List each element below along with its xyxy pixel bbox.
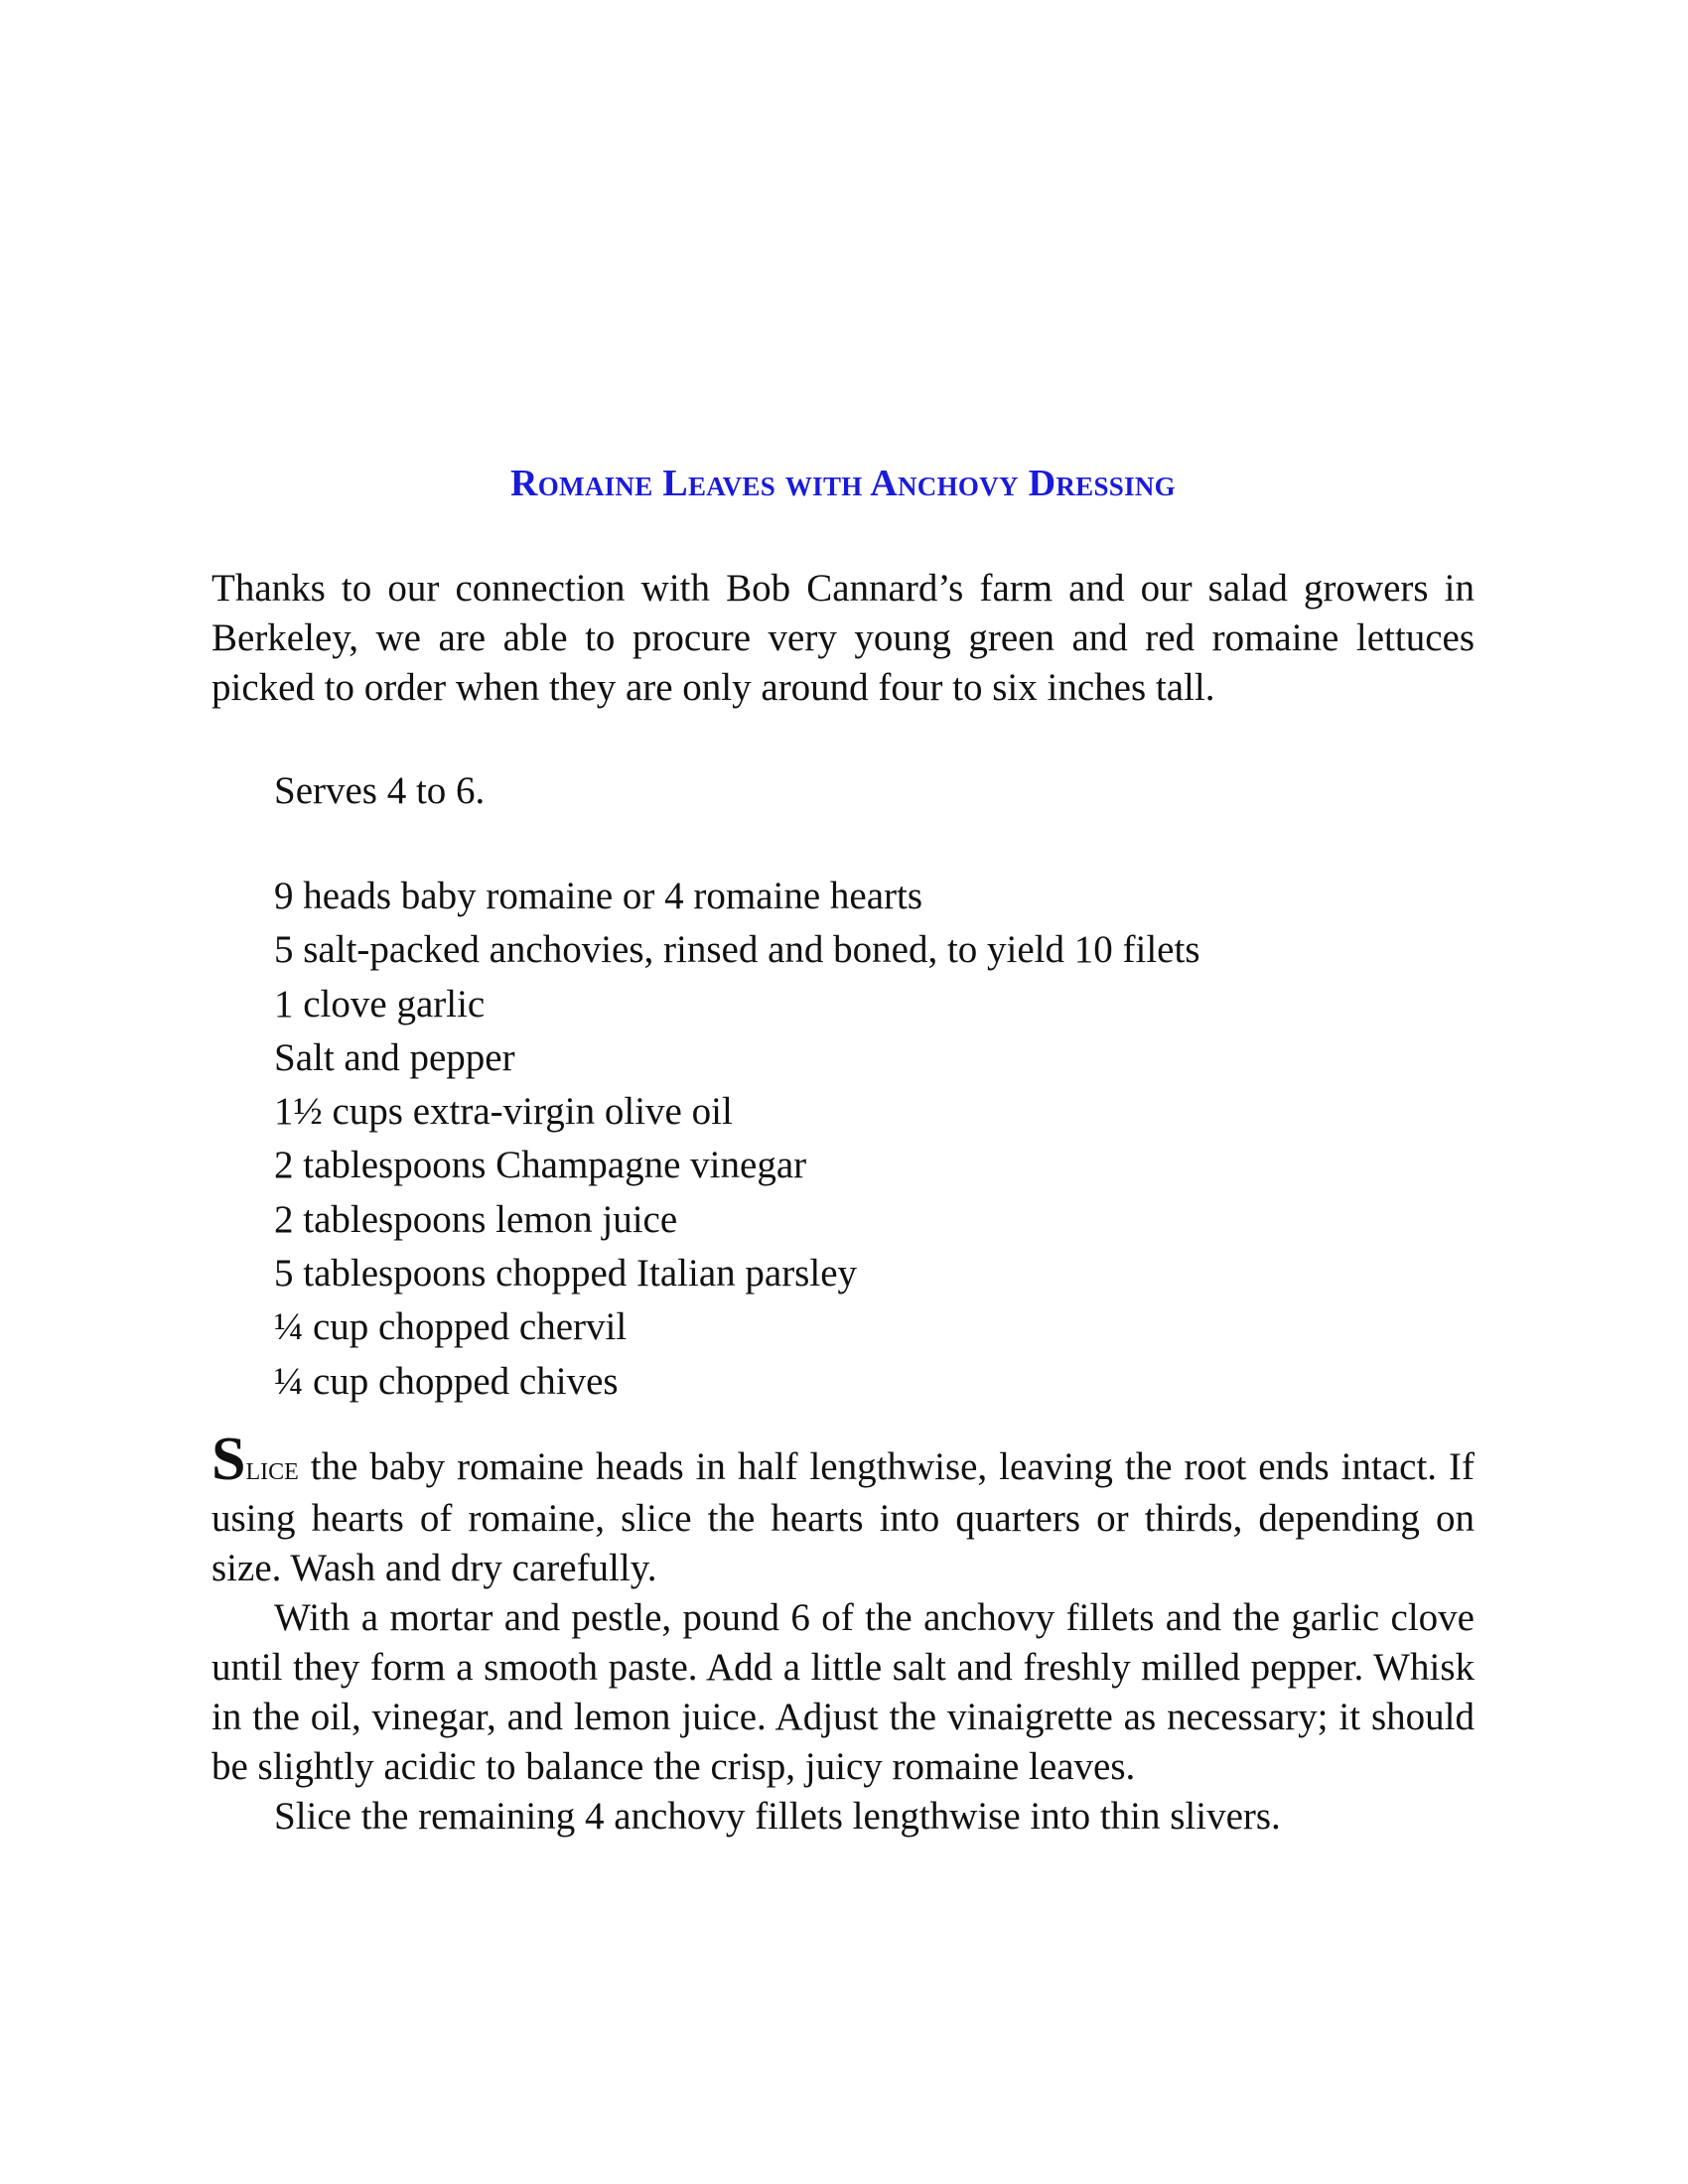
method-paragraph: With a mortar and pestle, pound 6 of the anchovy fillets and the garlic clove until they form a smooth paste. Add a little salt and freshly milled pepper. Whisk in the oil, vinegar, and lemon juice. Adjust the vinaigrette as necessary; it should be slightly acidic to balance the crisp, juicy romaine leaves.	[211, 1596, 1475, 1788]
recipe-serves: Serves 4 to 6.	[274, 769, 486, 812]
ingredient-item: 5 salt-packed anchovies, rinsed and boned, to yield 10 filets	[274, 928, 1200, 972]
ingredient-item: 9 heads baby romaine or 4 romaine hearts	[274, 875, 923, 917]
ingredient-item: ¼ cup chopped chervil	[274, 1305, 628, 1349]
recipe-title: Romaine Leaves with Anchovy Dressing	[510, 463, 1176, 504]
method-paragraph: Slice the remaining 4 anchovy fillets lengthwise into thin slivers.	[274, 1795, 1281, 1838]
ingredient-item: 5 tablespoons chopped Italian parsley	[274, 1252, 857, 1296]
drop-cap: S	[211, 1426, 246, 1493]
ingredient-item: 1 clove garlic	[274, 982, 486, 1025]
ingredient-list	[274, 870, 1200, 1409]
method-section	[211, 1426, 1475, 1842]
recipe-intro: Thanks to our connection with Bob Cannard’s farm and our salad growers in Berkeley, we are able to procure very young green and red romaine lettuces picked to order when they are only around four to six inches tall.	[211, 567, 1475, 709]
ingredient-item: 1½ cups extra-virgin olive oil	[274, 1090, 733, 1134]
ingredient-item: ¼ cup chopped chives	[274, 1359, 619, 1403]
ingredient-item: 2 tablespoons lemon juice	[274, 1197, 678, 1241]
method-paragraph	[211, 1426, 1475, 1593]
ingredient-item: 2 tablespoons Champagne vinegar	[274, 1144, 807, 1187]
lead-in-smallcaps: lice	[245, 1450, 299, 1487]
method-paragraph-text: the baby romaine heads in half lengthwise, leaving the root ends intact. If using hearts of romaine, slice the hearts into quarters or thirds, depending on size. Wash and dry carefully.	[211, 1445, 1475, 1589]
ingredient-item: Salt and pepper	[274, 1035, 515, 1079]
